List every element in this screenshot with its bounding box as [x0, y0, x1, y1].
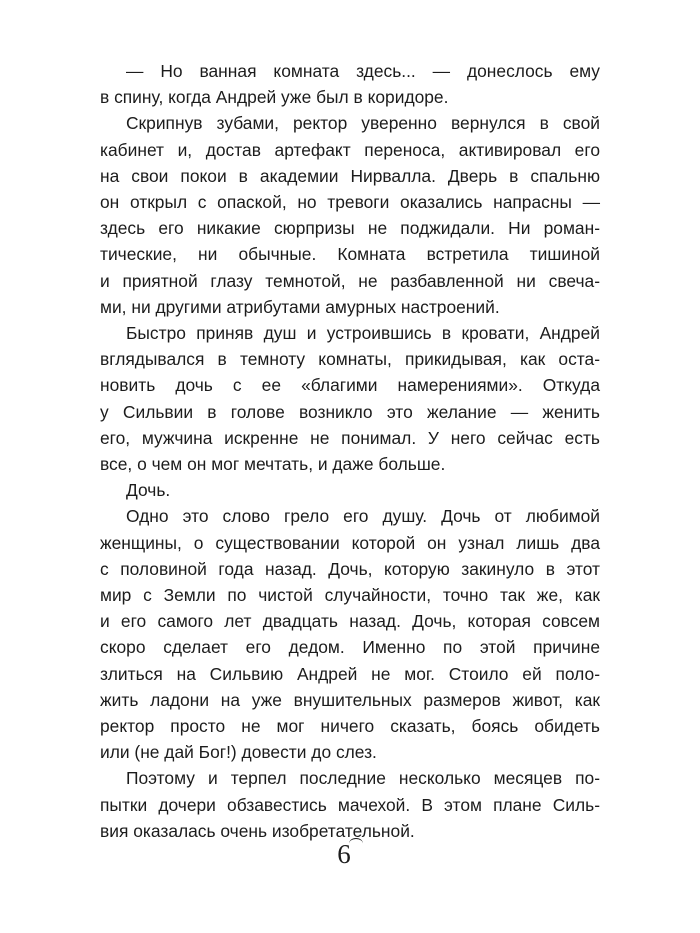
text-line: скоро сделает его дедом. Именно по этой причине: [100, 637, 600, 658]
text-line: здесь его никакие сюрпризы не поджидали. Ни роман-: [100, 218, 600, 239]
text-line: вия оказалась очень изобретательной.: [100, 820, 415, 841]
text-body: [100, 58, 600, 844]
text-line: ректор просто не мог ничего сказать, боясь обидеть: [100, 716, 600, 737]
page-number-flourish-icon: [349, 838, 363, 849]
paragraph: [100, 477, 600, 503]
text-line: женщины, о существовании которой он узнал лишь два: [100, 532, 600, 553]
paragraph: [100, 765, 600, 844]
text-line: тические, ни обычные. Комната встретила тишиной: [100, 244, 600, 265]
text-line: с половиной года назад. Дочь, которую закинуло в этот: [100, 558, 600, 579]
paragraph: [100, 320, 600, 477]
text-line: Дочь.: [126, 480, 171, 501]
page-number: [0, 838, 700, 870]
text-line: все, о чем он мог мечтать, и даже больше.: [100, 454, 446, 475]
text-line: ми, ни другими атрибутами амурных настроений.: [100, 296, 500, 317]
text-line: мир с Земли по чистой случайности, точно так же, как: [100, 585, 600, 606]
text-line: в спину, когда Андрей уже был в коридоре.: [100, 87, 449, 108]
text-line: жить ладони на уже внушительных размеров живот, как: [100, 689, 600, 710]
text-line: Быстро приняв душ и устроившись в кровати, Андрей: [126, 323, 600, 344]
paragraph: [100, 58, 600, 110]
text-line: и приятной глазу темнотой, не разбавленной ни свеча-: [100, 270, 600, 291]
page-number-value: 6: [337, 839, 351, 869]
text-line: у Сильвии в голове возникло это желание — женить: [100, 401, 600, 422]
text-line: на свои покои в академии Нирвалла. Дверь в спальню: [100, 165, 600, 186]
text-line: и его самого лет двадцать назад. Дочь, которая совсем: [100, 611, 600, 632]
text-line: его, мужчина искренне не понимал. У него сейчас есть: [100, 427, 600, 448]
text-line: Поэтому и терпел последние несколько месяцев по-: [126, 768, 600, 789]
text-line: злиться на Сильвию Андрей не мог. Стоило ей поло-: [100, 663, 600, 684]
text-line: или (не дай Бог!) довести до слез.: [100, 742, 377, 763]
text-line: Скрипнув зубами, ректор уверенно вернулся в свой: [126, 113, 600, 134]
text-line: вглядывался в темноту комнаты, прикидывая, как оста-: [100, 349, 600, 370]
book-page: [100, 58, 600, 844]
paragraph: [100, 503, 600, 765]
text-line: новить дочь с ее «благими намерениями». Откуда: [100, 375, 600, 396]
text-line: Одно это слово грело его душу. Дочь от любимой: [126, 506, 600, 527]
text-line: — Но ванная комната здесь... — донеслось ему: [126, 61, 600, 81]
paragraph: [100, 110, 600, 320]
text-line: он открыл с опаской, но тревоги оказались напрасны —: [100, 192, 600, 213]
text-line: пытки дочери обзавестись мачехой. В этом плане Силь-: [100, 794, 600, 815]
text-line: кабинет и, достав артефакт переноса, активировал его: [100, 139, 600, 160]
